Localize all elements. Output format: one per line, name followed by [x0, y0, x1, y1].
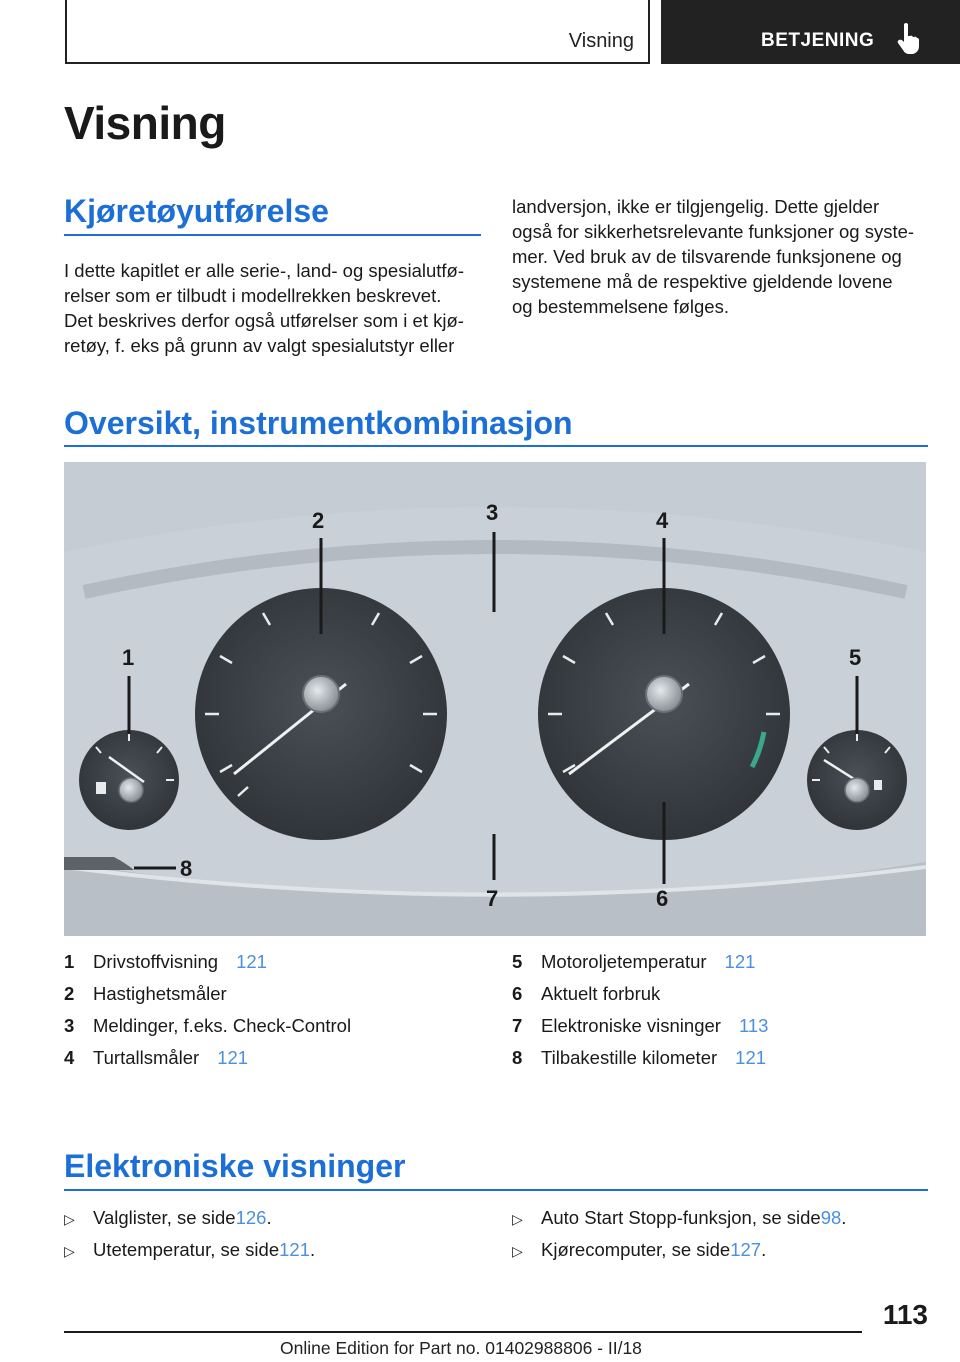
callout-6: 6 — [656, 886, 669, 911]
callout-4: 4 — [656, 508, 669, 533]
punct: . — [266, 1207, 272, 1228]
legend-item — [64, 1010, 484, 1042]
oil-temperature-gauge — [807, 730, 907, 830]
list-item — [64, 1234, 484, 1266]
legend-number: 5 — [512, 951, 523, 972]
legend-number: 8 — [512, 1047, 523, 1068]
callout-8: 8 — [180, 856, 193, 881]
punct: . — [310, 1239, 316, 1260]
legend-number: 1 — [64, 951, 75, 972]
kjoretoy-col1 — [64, 258, 484, 358]
callout-2: 2 — [312, 508, 325, 533]
section-heading-oversikt: Oversikt, instrumentkombinasjon — [64, 405, 573, 441]
pointing-hand-icon — [895, 22, 921, 54]
punct: . — [841, 1207, 847, 1228]
legend-item — [64, 946, 484, 978]
legend-number: 2 — [64, 983, 75, 1004]
legend-item — [512, 1010, 932, 1042]
footer-rule — [64, 1331, 862, 1333]
section-rule — [64, 234, 481, 236]
text-line: relser som er tilbudt i modellrekken beskrevet. — [64, 285, 442, 306]
page-ref-link[interactable]: 121 — [724, 951, 756, 972]
text-line: I dette kapitlet er alle serie-, land- og spesialutfø- — [64, 260, 464, 281]
page-number: 113 — [882, 1299, 928, 1330]
text-line: Det beskrives derfor også utførelser som i et kjø- — [64, 310, 464, 331]
section-heading-elektroniske: Elektroniske visninger — [64, 1148, 406, 1184]
list-item — [64, 1202, 484, 1234]
kjoretoy-col2 — [512, 194, 932, 319]
section-heading-kjoretoy: Kjøretøyutførelse — [64, 193, 329, 229]
legend-item — [512, 978, 932, 1010]
bullet-list-right — [512, 1202, 932, 1266]
list-item — [512, 1234, 932, 1266]
legend-label: Meldinger, f.eks. Check-Control — [93, 1015, 352, 1036]
legend-right — [512, 946, 932, 1074]
callout-1: 1 — [122, 645, 135, 670]
header-section-title: Visning — [568, 30, 634, 52]
callout-5: 5 — [849, 645, 862, 670]
text-line: landversjon, ikke er tilgjengelig. Dette gjelder — [512, 196, 880, 217]
text-line: retøy, f. eks på grunn av valgt spesialutstyr eller — [64, 335, 455, 356]
legend-label: Hastighetsmåler — [93, 983, 227, 1004]
list-item-text: Kjørecomputer, se side — [541, 1239, 731, 1260]
legend-label: Turtallsmåler — [93, 1047, 200, 1068]
list-item — [512, 1202, 932, 1234]
legend-number: 6 — [512, 983, 523, 1004]
header-section-box — [65, 0, 650, 64]
instrument-cluster-figure — [64, 462, 926, 936]
text-line: mer. Ved bruk av de tilsvarende funksjonene og — [512, 246, 902, 267]
bullet-list-left — [64, 1202, 484, 1266]
header-chapter-box — [661, 0, 960, 64]
legend-item — [64, 978, 484, 1010]
legend-number: 3 — [64, 1015, 75, 1036]
triangle-bullet-icon: ▷ — [64, 1211, 75, 1227]
legend-label: Elektroniske visninger — [541, 1015, 721, 1036]
page-ref-link[interactable]: 127 — [730, 1239, 762, 1260]
legend-item — [64, 1042, 484, 1074]
legend-label: Drivstoffvisning — [93, 951, 219, 972]
fuel-pump-icon — [96, 782, 106, 794]
list-item-text: Valglister, se side — [93, 1207, 236, 1228]
oil-can-icon — [874, 780, 882, 790]
text-line: og bestemmelsene følges. — [512, 296, 729, 317]
list-item-text: Utetemperatur, se side — [93, 1239, 280, 1260]
fuel-gauge — [79, 730, 179, 830]
page-ref-link[interactable]: 121 — [217, 1047, 249, 1068]
list-item-text: Auto Start Stopp-funksjon, se side — [541, 1207, 821, 1228]
punct: . — [761, 1239, 767, 1260]
legend-number: 7 — [512, 1015, 523, 1036]
triangle-bullet-icon: ▷ — [64, 1243, 75, 1259]
legend-left — [64, 946, 484, 1074]
legend-item — [512, 1042, 932, 1074]
page-ref-link[interactable]: 121 — [735, 1047, 767, 1068]
section-rule — [64, 445, 928, 447]
legend-label: Tilbakestille kilometer — [541, 1047, 718, 1068]
page-ref-link[interactable]: 121 — [236, 951, 267, 972]
instrument-cluster-illustration — [64, 462, 926, 936]
callout-7: 7 — [486, 886, 499, 911]
legend-number: 4 — [64, 1047, 75, 1068]
page-ref-link[interactable]: 113 — [738, 1015, 769, 1036]
triangle-bullet-icon: ▷ — [512, 1243, 523, 1259]
legend-item — [512, 946, 932, 978]
footer-edition: Online Edition for Part no. 01402988806 - II/18 — [280, 1338, 642, 1358]
header-chapter-title: BETJENING — [761, 30, 875, 51]
page-ref-link[interactable]: 121 — [279, 1239, 310, 1260]
text-line: systemene må de respektive gjeldende lovene — [512, 271, 893, 292]
section-rule — [64, 1189, 928, 1191]
legend-label: Motoroljetemperatur — [541, 951, 707, 972]
legend-label: Aktuelt forbruk — [541, 983, 661, 1004]
callout-3: 3 — [486, 500, 499, 525]
page-title: Visning — [64, 97, 226, 149]
page-ref-link[interactable]: 98 — [820, 1207, 842, 1228]
triangle-bullet-icon: ▷ — [512, 1211, 523, 1227]
page-ref-link[interactable]: 126 — [235, 1207, 267, 1228]
text-line: også for sikkerhetsrelevante funksjoner og syste- — [512, 221, 915, 242]
